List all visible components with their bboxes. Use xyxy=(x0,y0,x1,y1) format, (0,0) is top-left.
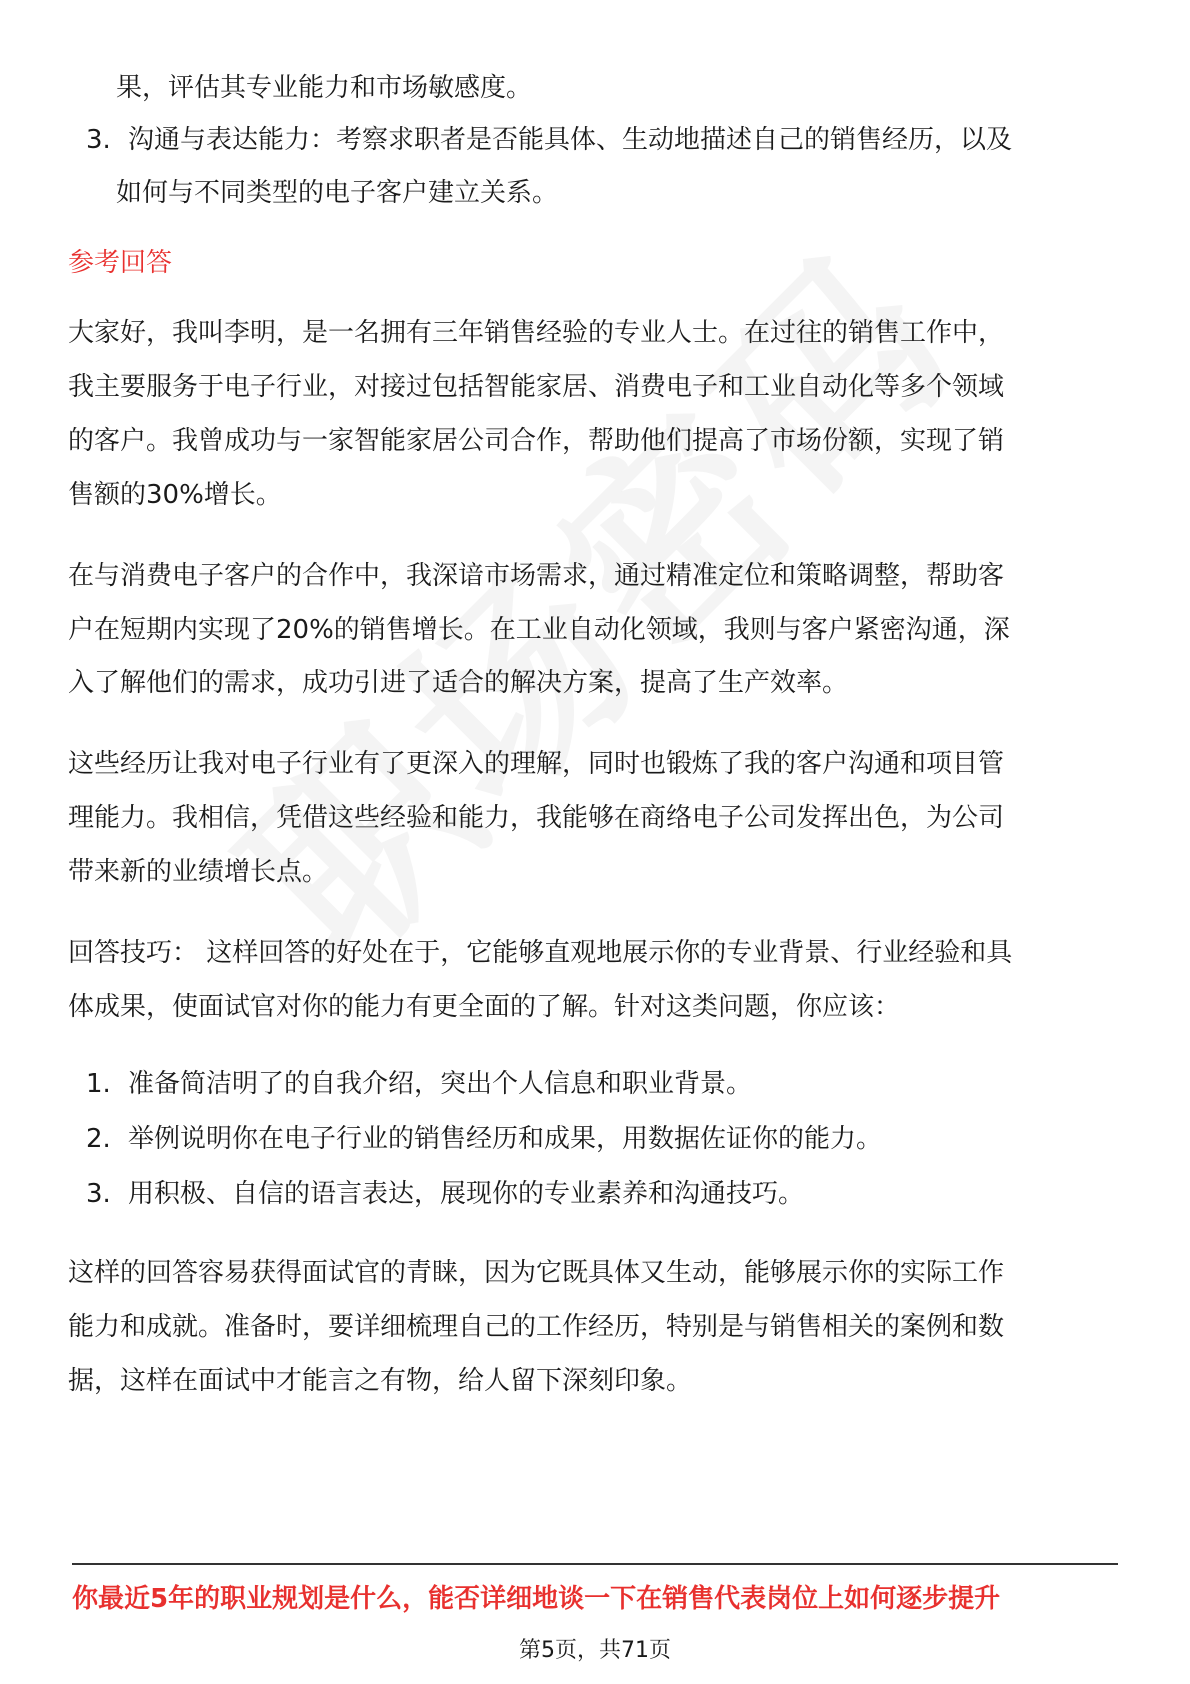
list-number: 2. xyxy=(86,1124,111,1154)
paragraph-line: 带来新的业绩增长点。 xyxy=(68,857,329,887)
reference-answer-heading: 参考回答 xyxy=(68,248,173,278)
paragraph-line: 大家好，我叫李明，是一名拥有三年销售经验的专业人士。在过往的销售工作中， xyxy=(68,318,1005,348)
next-question-heading: 你最近5年的职业规划是什么，能否详细地谈一下在销售代表岗位上如何逐步提升 xyxy=(72,1584,1001,1614)
list-number: 3. xyxy=(86,1179,111,1209)
list-number: 3. xyxy=(86,125,111,155)
list-item-text: 沟通与表达能力：考察求职者是否能具体、生动地描述自己的销售经历，以及 xyxy=(128,125,1013,155)
paragraph-line: 回答技巧： 这样回答的好处在于，它能够直观地展示你的专业背景、行业经验和具 xyxy=(68,938,1013,968)
paragraph-line: 据，这样在面试中才能言之有物，给人留下深刻印象。 xyxy=(68,1366,693,1396)
paragraph-line: 在与消费电子客户的合作中，我深谙市场需求，通过精准定位和策略调整，帮助客 xyxy=(68,561,1005,591)
paragraph-line: 这样的回答容易获得面试官的青睐，因为它既具体又生动，能够展示你的实际工作 xyxy=(68,1258,1005,1288)
list-item-text: 举例说明你在电子行业的销售经历和成果，用数据佐证你的能力。 xyxy=(128,1124,883,1154)
paragraph-line: 能力和成就。准备时，要详细梳理自己的工作经历，特别是与销售相关的案例和数 xyxy=(68,1312,1005,1342)
page-number: 第5页，共71页 xyxy=(519,1638,671,1663)
paragraph-line: 我主要服务于电子行业，对接过包括智能家居、消费电子和工业自动化等多个领域 xyxy=(68,372,1005,402)
list-item-2-continuation: 果，评估其专业能力和市场敏感度。 xyxy=(116,73,533,103)
paragraph-line: 户在短期内实现了20%的销售增长。在工业自动化领域，我则与客户紧密沟通，深 xyxy=(68,615,1010,645)
watermark xyxy=(170,178,1006,1014)
paragraph-line: 售额的30%增长。 xyxy=(68,480,282,510)
paragraph-line: 这些经历让我对电子行业有了更深入的理解，同时也锻炼了我的客户沟通和项目管 xyxy=(68,749,1005,779)
list-item-3-continuation: 如何与不同类型的电子客户建立关系。 xyxy=(116,178,559,208)
divider xyxy=(72,1563,1118,1565)
paragraph-line: 入了解他们的需求，成功引进了适合的解决方案，提高了生产效率。 xyxy=(68,668,849,698)
paragraph-line: 的客户。我曾成功与一家智能家居公司合作，帮助他们提高了市场份额，实现了销 xyxy=(68,426,1005,456)
list-number: 1. xyxy=(86,1069,111,1099)
paragraph-line: 体成果，使面试官对你的能力有更全面的了解。针对这类问题，你应该： xyxy=(68,992,901,1022)
paragraph-line: 理能力。我相信，凭借这些经验和能力，我能够在商络电子公司发挥出色，为公司 xyxy=(68,803,1005,833)
list-item-text: 用积极、自信的语言表达，展现你的专业素养和沟通技巧。 xyxy=(128,1179,805,1209)
list-item-text: 准备简洁明了的自我介绍，突出个人信息和职业背景。 xyxy=(128,1069,753,1099)
